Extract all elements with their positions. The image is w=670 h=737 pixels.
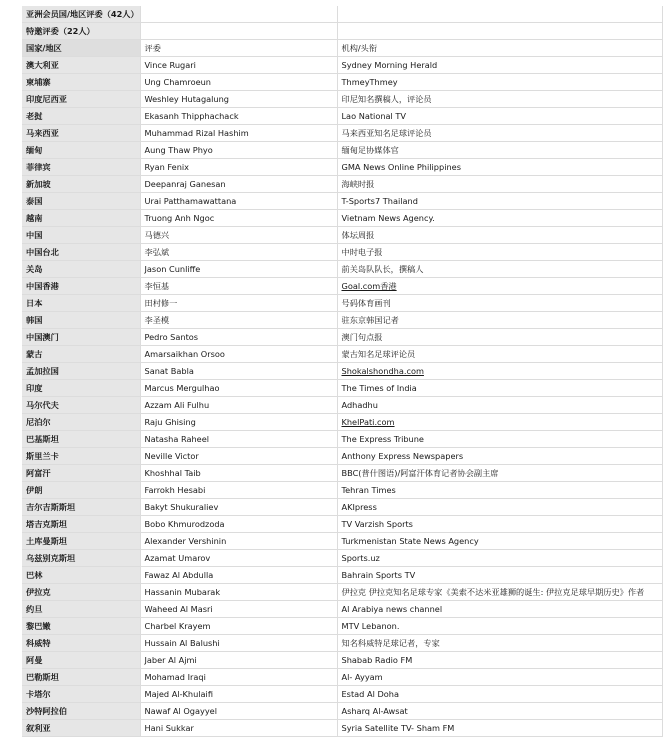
outlet-cell[interactable]: 马来西亚知名足球评论员: [337, 125, 662, 142]
table-row: [22, 363, 662, 380]
outlet-cell[interactable]: Bahrain Sports TV: [337, 567, 662, 584]
juror-cell[interactable]: Deepanraj Ganesan: [140, 176, 337, 193]
country-cell[interactable]: 约旦: [22, 601, 140, 618]
juror-cell[interactable]: Amarsaikhan Orsoo: [140, 346, 337, 363]
juror-cell[interactable]: Natasha Raheel: [140, 431, 337, 448]
outlet-cell[interactable]: Sports.uz: [337, 550, 662, 567]
outlet-cell[interactable]: Anthony Express Newspapers: [337, 448, 662, 465]
juror-cell[interactable]: Weshley Hutagalung: [140, 91, 337, 108]
table-row: [22, 618, 662, 635]
country-cell[interactable]: 伊拉克: [22, 584, 140, 601]
outlet-cell[interactable]: 号码体育画刊: [337, 295, 662, 312]
section-cell[interactable]: 特邀评委（22人）: [22, 23, 140, 40]
country-cell[interactable]: 越南: [22, 210, 140, 227]
country-cell[interactable]: 蒙古: [22, 346, 140, 363]
title-row: [22, 6, 662, 23]
juror-cell[interactable]: Hani Sukkar: [140, 720, 337, 737]
table-row: [22, 227, 662, 244]
country-cell[interactable]: 沙特阿拉伯: [22, 703, 140, 720]
juror-cell[interactable]: Jaber Al Ajmi: [140, 652, 337, 669]
outlet-cell[interactable]: AKIpress: [337, 499, 662, 516]
table-row: [22, 312, 662, 329]
juror-cell[interactable]: Ryan Fenix: [140, 159, 337, 176]
country-cell[interactable]: 巴勒斯坦: [22, 669, 140, 686]
table-row: [22, 448, 662, 465]
table-row: [22, 414, 662, 431]
outlet-cell[interactable]: Estad Al Doha: [337, 686, 662, 703]
juror-cell[interactable]: Mohamad Iraqi: [140, 669, 337, 686]
country-cell[interactable]: 卡塔尔: [22, 686, 140, 703]
spreadsheet: [22, 6, 662, 737]
juror-cell[interactable]: Vince Rugari: [140, 57, 337, 74]
juror-cell[interactable]: 李恒基: [140, 278, 337, 295]
outlet-link[interactable]: Goal.com香港: [341, 281, 397, 291]
outlet-cell[interactable]: 海峡时报: [337, 176, 662, 193]
outlet-cell[interactable]: 澳门句点报: [337, 329, 662, 346]
table-row: [22, 346, 662, 363]
empty-cell[interactable]: [337, 6, 662, 23]
table-row: [22, 278, 662, 295]
country-cell[interactable]: 中国台北: [22, 244, 140, 261]
outlet-cell[interactable]: 印尼知名撰稿人，评论员: [337, 91, 662, 108]
juror-cell[interactable]: Urai Patthamawattana: [140, 193, 337, 210]
juror-cell[interactable]: Ung Chamroeun: [140, 74, 337, 91]
table-row: [22, 703, 662, 720]
country-cell[interactable]: 斯里兰卡: [22, 448, 140, 465]
outlet-cell[interactable]: [337, 414, 662, 431]
juror-cell[interactable]: Hussain Al Balushi: [140, 635, 337, 652]
country-cell[interactable]: 新加坡: [22, 176, 140, 193]
juror-cell[interactable]: Nawaf Al Ogayyel: [140, 703, 337, 720]
country-cell[interactable]: 老挝: [22, 108, 140, 125]
table-row: [22, 91, 662, 108]
outlet-cell[interactable]: Vietnam News Agency.: [337, 210, 662, 227]
juror-cell[interactable]: Azzam Ali Fulhu: [140, 397, 337, 414]
country-cell[interactable]: 叙利亚: [22, 720, 140, 737]
juror-cell[interactable]: Pedro Santos: [140, 329, 337, 346]
country-cell[interactable]: 柬埔寨: [22, 74, 140, 91]
table-row: [22, 686, 662, 703]
table-row: [22, 601, 662, 618]
table-row: [22, 295, 662, 312]
header-outlet[interactable]: 机构/头衔: [337, 40, 662, 57]
table-row: [22, 482, 662, 499]
country-cell[interactable]: 韩国: [22, 312, 140, 329]
outlet-cell[interactable]: BBC(普什图语)/阿富汗体育记者协会副主席: [337, 465, 662, 482]
juror-cell[interactable]: Bobo Khmurodzoda: [140, 516, 337, 533]
table-row: [22, 397, 662, 414]
country-cell[interactable]: 缅甸: [22, 142, 140, 159]
table-row: [22, 210, 662, 227]
section-row: [22, 23, 662, 40]
jurors-table: [22, 6, 663, 737]
table-row: [22, 635, 662, 652]
juror-cell[interactable]: 马德兴: [140, 227, 337, 244]
outlet-cell[interactable]: [337, 278, 662, 295]
outlet-cell[interactable]: The Times of India: [337, 380, 662, 397]
country-cell[interactable]: 中国: [22, 227, 140, 244]
juror-cell[interactable]: Hassanin Mubarak: [140, 584, 337, 601]
country-cell[interactable]: 土库曼斯坦: [22, 533, 140, 550]
country-cell[interactable]: 吉尔吉斯斯坦: [22, 499, 140, 516]
country-cell[interactable]: 阿富汗: [22, 465, 140, 482]
country-cell[interactable]: 巴林: [22, 567, 140, 584]
country-cell[interactable]: 乌兹别克斯坦: [22, 550, 140, 567]
juror-cell[interactable]: 李圣模: [140, 312, 337, 329]
table-row: [22, 584, 662, 601]
table-row: [22, 193, 662, 210]
juror-cell[interactable]: Jason Cunliffe: [140, 261, 337, 278]
country-cell[interactable]: 马尔代夫: [22, 397, 140, 414]
outlet-cell[interactable]: 知名科威特足球记者，专家: [337, 635, 662, 652]
country-cell[interactable]: 印度: [22, 380, 140, 397]
table-row: [22, 720, 662, 737]
juror-cell[interactable]: Majed Al-Khulaifi: [140, 686, 337, 703]
country-cell[interactable]: 黎巴嫩: [22, 618, 140, 635]
juror-cell[interactable]: Neville Victor: [140, 448, 337, 465]
empty-cell[interactable]: [140, 23, 337, 40]
country-cell[interactable]: 巴基斯坦: [22, 431, 140, 448]
table-row: [22, 550, 662, 567]
table-row: [22, 57, 662, 74]
table-row: [22, 74, 662, 91]
table-row: [22, 125, 662, 142]
table-row: [22, 516, 662, 533]
outlet-cell[interactable]: Al Arabiya news channel: [337, 601, 662, 618]
table-row: [22, 261, 662, 278]
table-row: [22, 533, 662, 550]
outlet-cell[interactable]: TV Varzish Sports: [337, 516, 662, 533]
country-cell[interactable]: 日本: [22, 295, 140, 312]
juror-cell[interactable]: Muhammad Rizal Hashim: [140, 125, 337, 142]
country-cell[interactable]: 中国香港: [22, 278, 140, 295]
juror-cell[interactable]: Bakyt Shukuraliev: [140, 499, 337, 516]
juror-cell[interactable]: Azamat Umarov: [140, 550, 337, 567]
table-row: [22, 431, 662, 448]
outlet-cell[interactable]: 驻东京韩国记者: [337, 312, 662, 329]
juror-cell[interactable]: Charbel Krayem: [140, 618, 337, 635]
outlet-cell[interactable]: T-Sports7 Thailand: [337, 193, 662, 210]
table-row: [22, 176, 662, 193]
empty-cell[interactable]: [337, 23, 662, 40]
country-cell[interactable]: 中国澳门: [22, 329, 140, 346]
juror-cell[interactable]: 田村修一: [140, 295, 337, 312]
table-row: [22, 652, 662, 669]
table-row: [22, 329, 662, 346]
outlet-cell[interactable]: The Express Tribune: [337, 431, 662, 448]
outlet-cell[interactable]: 体坛周报: [337, 227, 662, 244]
juror-cell[interactable]: 李弘斌: [140, 244, 337, 261]
outlet-cell[interactable]: [337, 363, 662, 380]
empty-cell[interactable]: [140, 6, 337, 23]
outlet-cell[interactable]: Tehran Times: [337, 482, 662, 499]
juror-cell[interactable]: Waheed Al Masri: [140, 601, 337, 618]
outlet-cell[interactable]: 中时电子报: [337, 244, 662, 261]
table-row: [22, 159, 662, 176]
juror-cell[interactable]: Aung Thaw Phyo: [140, 142, 337, 159]
outlet-cell[interactable]: Al- Ayyam: [337, 669, 662, 686]
country-cell[interactable]: 马来西亚: [22, 125, 140, 142]
outlet-cell[interactable]: Adhadhu: [337, 397, 662, 414]
table-row: [22, 108, 662, 125]
table-row: [22, 499, 662, 516]
juror-cell[interactable]: Farrokh Hesabi: [140, 482, 337, 499]
juror-cell[interactable]: Raju Ghising: [140, 414, 337, 431]
outlet-cell[interactable]: 伊拉克 伊拉克知名足球专家《美索不达米亚雄狮的诞生: 伊拉克足球早期历史》作者: [337, 584, 662, 601]
outlet-link[interactable]: KhelPati.com: [341, 417, 395, 427]
country-cell[interactable]: 澳大利亚: [22, 57, 140, 74]
table-row: [22, 142, 662, 159]
table-row: [22, 669, 662, 686]
country-cell[interactable]: 菲律宾: [22, 159, 140, 176]
country-cell[interactable]: 孟加拉国: [22, 363, 140, 380]
header-country[interactable]: 国家/地区: [22, 40, 140, 57]
table-row: [22, 244, 662, 261]
outlet-cell[interactable]: ThmeyThmey: [337, 74, 662, 91]
outlet-cell[interactable]: 缅甸足协媒体官: [337, 142, 662, 159]
outlet-cell[interactable]: Shabab Radio FM: [337, 652, 662, 669]
title-cell[interactable]: 亚洲会员国/地区评委（42人）: [22, 6, 140, 23]
table-row: [22, 380, 662, 397]
juror-cell[interactable]: Truong Anh Ngoc: [140, 210, 337, 227]
country-cell[interactable]: 塔吉克斯坦: [22, 516, 140, 533]
outlet-cell[interactable]: Lao National TV: [337, 108, 662, 125]
outlet-cell[interactable]: GMA News Online Philippines: [337, 159, 662, 176]
table-row: [22, 465, 662, 482]
juror-cell[interactable]: Fawaz Al Abdulla: [140, 567, 337, 584]
outlet-cell[interactable]: Asharq Al-Awsat: [337, 703, 662, 720]
juror-cell[interactable]: Ekasanh Thipphachack: [140, 108, 337, 125]
juror-cell[interactable]: Alexander Vershinin: [140, 533, 337, 550]
outlet-link[interactable]: Shokalshondha.com: [341, 366, 424, 376]
outlet-cell[interactable]: 前关岛队队长，撰稿人: [337, 261, 662, 278]
outlet-cell[interactable]: Sydney Morning Herald: [337, 57, 662, 74]
juror-cell[interactable]: Marcus Mergulhao: [140, 380, 337, 397]
outlet-cell[interactable]: Syria Satellite TV- Sham FM: [337, 720, 662, 737]
outlet-cell[interactable]: 蒙古知名足球评论员: [337, 346, 662, 363]
country-cell[interactable]: 伊朗: [22, 482, 140, 499]
header-row: [22, 40, 662, 57]
country-cell[interactable]: 泰国: [22, 193, 140, 210]
country-cell[interactable]: 科威特: [22, 635, 140, 652]
outlet-cell[interactable]: Turkmenistan State News Agency: [337, 533, 662, 550]
header-juror[interactable]: 评委: [140, 40, 337, 57]
juror-cell[interactable]: Khoshhal Taib: [140, 465, 337, 482]
country-cell[interactable]: 关岛: [22, 261, 140, 278]
country-cell[interactable]: 印度尼西亚: [22, 91, 140, 108]
outlet-cell[interactable]: MTV Lebanon.: [337, 618, 662, 635]
country-cell[interactable]: 尼泊尔: [22, 414, 140, 431]
table-row: [22, 567, 662, 584]
juror-cell[interactable]: Sanat Babla: [140, 363, 337, 380]
country-cell[interactable]: 阿曼: [22, 652, 140, 669]
